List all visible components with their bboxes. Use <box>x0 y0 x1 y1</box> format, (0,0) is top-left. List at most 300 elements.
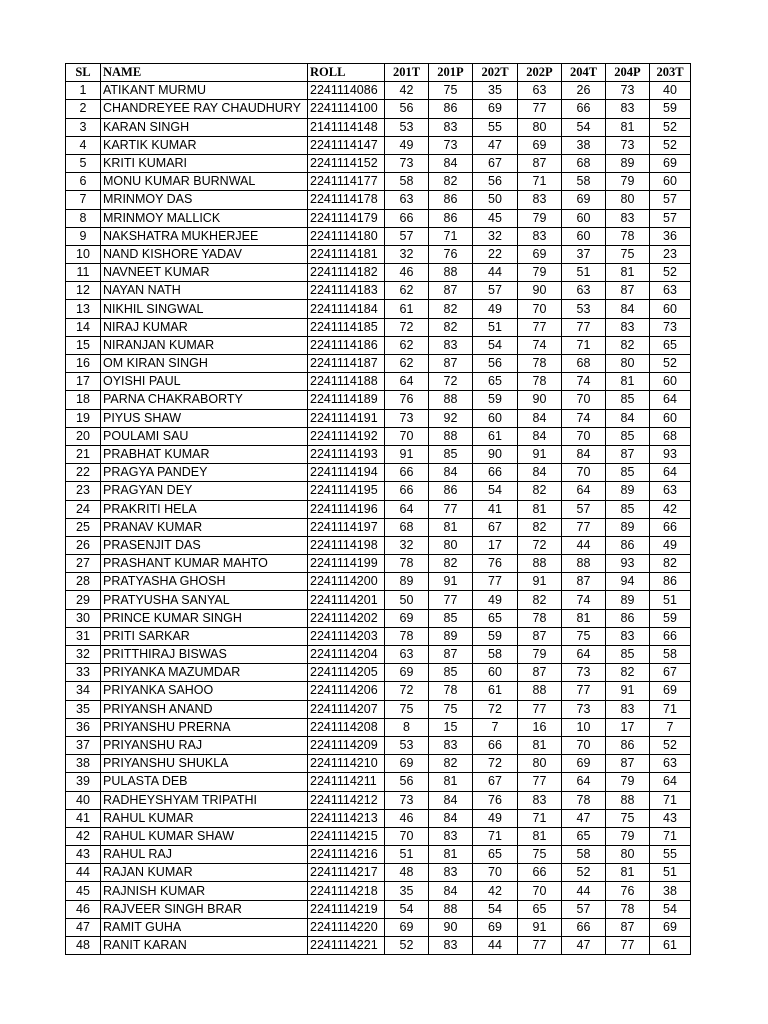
201p-cell: 87 <box>429 282 473 300</box>
name-cell: PRIYANSHU PRERNA <box>101 718 308 736</box>
roll-cell: 2241114184 <box>308 300 385 318</box>
202t-cell: 17 <box>473 536 518 554</box>
201t-cell: 78 <box>385 627 429 645</box>
name-cell: KARTIK KUMAR <box>101 136 308 154</box>
sl-cell: 14 <box>66 318 101 336</box>
204p-cell: 87 <box>606 755 650 773</box>
sl-cell: 45 <box>66 882 101 900</box>
204t-cell: 70 <box>562 736 606 754</box>
202t-cell: 60 <box>473 664 518 682</box>
201t-cell: 78 <box>385 555 429 573</box>
name-cell: PRAKRITI HELA <box>101 500 308 518</box>
204p-cell: 85 <box>606 427 650 445</box>
table-row <box>66 536 691 554</box>
204p-cell: 83 <box>606 100 650 118</box>
203t-cell: 36 <box>650 227 691 245</box>
name-cell: PRASENJIT DAS <box>101 536 308 554</box>
roll-cell: 2241114192 <box>308 427 385 445</box>
203t-cell: 71 <box>650 827 691 845</box>
204p-cell: 86 <box>606 609 650 627</box>
name-cell: PRAGYAN DEY <box>101 482 308 500</box>
202p-cell: 82 <box>518 591 562 609</box>
204t-cell: 69 <box>562 191 606 209</box>
sl-cell: 34 <box>66 682 101 700</box>
204p-cell: 89 <box>606 154 650 172</box>
name-cell: RAJVEER SINGH BRAR <box>101 900 308 918</box>
201p-cell: 87 <box>429 355 473 373</box>
201t-cell: 48 <box>385 864 429 882</box>
201t-cell: 50 <box>385 591 429 609</box>
204p-cell: 94 <box>606 573 650 591</box>
201t-cell: 56 <box>385 100 429 118</box>
204t-cell: 70 <box>562 464 606 482</box>
204p-cell: 83 <box>606 209 650 227</box>
204p-cell: 77 <box>606 937 650 955</box>
202t-cell: 51 <box>473 318 518 336</box>
201t-cell: 58 <box>385 173 429 191</box>
column-header-201t: 201T <box>385 64 429 82</box>
202t-cell: 60 <box>473 409 518 427</box>
204t-cell: 77 <box>562 318 606 336</box>
201t-cell: 62 <box>385 355 429 373</box>
table-row <box>66 773 691 791</box>
table-row <box>66 336 691 354</box>
table-row <box>66 355 691 373</box>
204t-cell: 68 <box>562 154 606 172</box>
204t-cell: 37 <box>562 245 606 263</box>
202p-cell: 82 <box>518 482 562 500</box>
203t-cell: 49 <box>650 536 691 554</box>
201p-cell: 82 <box>429 555 473 573</box>
202t-cell: 72 <box>473 755 518 773</box>
204t-cell: 71 <box>562 336 606 354</box>
table-row <box>66 864 691 882</box>
roll-cell: 2241114216 <box>308 846 385 864</box>
204p-cell: 87 <box>606 918 650 936</box>
203t-cell: 69 <box>650 918 691 936</box>
201p-cell: 88 <box>429 391 473 409</box>
202p-cell: 81 <box>518 736 562 754</box>
203t-cell: 69 <box>650 154 691 172</box>
roll-cell: 2241114196 <box>308 500 385 518</box>
column-header-sl: SL <box>66 64 101 82</box>
roll-cell: 2241114218 <box>308 882 385 900</box>
table-row <box>66 682 691 700</box>
203t-cell: 69 <box>650 682 691 700</box>
table-row <box>66 482 691 500</box>
204p-cell: 87 <box>606 282 650 300</box>
roll-cell: 2241114188 <box>308 373 385 391</box>
name-cell: PRIYANSH ANAND <box>101 700 308 718</box>
201t-cell: 49 <box>385 136 429 154</box>
203t-cell: 52 <box>650 264 691 282</box>
name-cell: NIRAJ KUMAR <box>101 318 308 336</box>
sl-cell: 3 <box>66 118 101 136</box>
204p-cell: 85 <box>606 391 650 409</box>
table-row <box>66 445 691 463</box>
column-header-204t: 204T <box>562 64 606 82</box>
201p-cell: 84 <box>429 464 473 482</box>
roll-cell: 2241114211 <box>308 773 385 791</box>
204p-cell: 78 <box>606 227 650 245</box>
201p-cell: 85 <box>429 609 473 627</box>
table-row <box>66 882 691 900</box>
201t-cell: 52 <box>385 937 429 955</box>
table-row <box>66 191 691 209</box>
201t-cell: 70 <box>385 827 429 845</box>
202p-cell: 80 <box>518 755 562 773</box>
202p-cell: 72 <box>518 536 562 554</box>
204t-cell: 26 <box>562 82 606 100</box>
203t-cell: 67 <box>650 664 691 682</box>
202p-cell: 69 <box>518 245 562 263</box>
201p-cell: 81 <box>429 846 473 864</box>
204t-cell: 73 <box>562 664 606 682</box>
204t-cell: 53 <box>562 300 606 318</box>
204p-cell: 87 <box>606 445 650 463</box>
204p-cell: 81 <box>606 118 650 136</box>
201t-cell: 63 <box>385 646 429 664</box>
204t-cell: 88 <box>562 555 606 573</box>
roll-cell: 2241114207 <box>308 700 385 718</box>
204p-cell: 78 <box>606 900 650 918</box>
201t-cell: 69 <box>385 918 429 936</box>
203t-cell: 60 <box>650 409 691 427</box>
203t-cell: 71 <box>650 700 691 718</box>
roll-cell: 2241114204 <box>308 646 385 664</box>
204t-cell: 63 <box>562 282 606 300</box>
name-cell: MRINMOY MALLICK <box>101 209 308 227</box>
201p-cell: 77 <box>429 591 473 609</box>
table-body <box>66 82 691 955</box>
sl-cell: 39 <box>66 773 101 791</box>
name-cell: RAJAN KUMAR <box>101 864 308 882</box>
201t-cell: 63 <box>385 191 429 209</box>
203t-cell: 38 <box>650 882 691 900</box>
sl-cell: 20 <box>66 427 101 445</box>
sl-cell: 7 <box>66 191 101 209</box>
203t-cell: 54 <box>650 900 691 918</box>
201p-cell: 73 <box>429 136 473 154</box>
201p-cell: 81 <box>429 773 473 791</box>
name-cell: PRINCE KUMAR SINGH <box>101 609 308 627</box>
201t-cell: 68 <box>385 518 429 536</box>
202t-cell: 76 <box>473 555 518 573</box>
table-row <box>66 791 691 809</box>
204t-cell: 65 <box>562 827 606 845</box>
204t-cell: 77 <box>562 518 606 536</box>
201p-cell: 85 <box>429 664 473 682</box>
table-row <box>66 136 691 154</box>
table-row <box>66 373 691 391</box>
201t-cell: 76 <box>385 391 429 409</box>
201p-cell: 88 <box>429 264 473 282</box>
roll-cell: 2241114193 <box>308 445 385 463</box>
name-cell: NAYAN NATH <box>101 282 308 300</box>
202t-cell: 71 <box>473 827 518 845</box>
202t-cell: 69 <box>473 100 518 118</box>
name-cell: PRABHAT KUMAR <box>101 445 308 463</box>
202t-cell: 58 <box>473 646 518 664</box>
sl-cell: 1 <box>66 82 101 100</box>
204t-cell: 51 <box>562 264 606 282</box>
202t-cell: 59 <box>473 627 518 645</box>
201p-cell: 84 <box>429 882 473 900</box>
204t-cell: 73 <box>562 700 606 718</box>
202t-cell: 61 <box>473 427 518 445</box>
sl-cell: 9 <box>66 227 101 245</box>
roll-cell: 2241114208 <box>308 718 385 736</box>
202t-cell: 55 <box>473 118 518 136</box>
roll-cell: 2241114213 <box>308 809 385 827</box>
203t-cell: 63 <box>650 482 691 500</box>
203t-cell: 66 <box>650 518 691 536</box>
204p-cell: 80 <box>606 355 650 373</box>
202p-cell: 70 <box>518 300 562 318</box>
203t-cell: 7 <box>650 718 691 736</box>
202p-cell: 16 <box>518 718 562 736</box>
204t-cell: 38 <box>562 136 606 154</box>
table-row <box>66 573 691 591</box>
name-cell: PARNA CHAKRABORTY <box>101 391 308 409</box>
name-cell: RAMIT GUHA <box>101 918 308 936</box>
204t-cell: 78 <box>562 791 606 809</box>
201p-cell: 86 <box>429 209 473 227</box>
roll-cell: 2241114178 <box>308 191 385 209</box>
sl-cell: 23 <box>66 482 101 500</box>
name-cell: PIYUS SHAW <box>101 409 308 427</box>
sl-cell: 37 <box>66 736 101 754</box>
201p-cell: 83 <box>429 736 473 754</box>
201p-cell: 84 <box>429 809 473 827</box>
table-row <box>66 409 691 427</box>
202p-cell: 83 <box>518 791 562 809</box>
table-row <box>66 900 691 918</box>
201t-cell: 57 <box>385 227 429 245</box>
202t-cell: 49 <box>473 809 518 827</box>
203t-cell: 43 <box>650 809 691 827</box>
sl-cell: 12 <box>66 282 101 300</box>
204p-cell: 91 <box>606 682 650 700</box>
201t-cell: 69 <box>385 609 429 627</box>
204t-cell: 87 <box>562 573 606 591</box>
201p-cell: 81 <box>429 518 473 536</box>
203t-cell: 52 <box>650 736 691 754</box>
204p-cell: 75 <box>606 245 650 263</box>
202t-cell: 70 <box>473 864 518 882</box>
202p-cell: 63 <box>518 82 562 100</box>
203t-cell: 57 <box>650 209 691 227</box>
201t-cell: 54 <box>385 900 429 918</box>
204t-cell: 66 <box>562 918 606 936</box>
201t-cell: 75 <box>385 700 429 718</box>
sl-cell: 46 <box>66 900 101 918</box>
204t-cell: 74 <box>562 591 606 609</box>
roll-cell: 2241114201 <box>308 591 385 609</box>
204t-cell: 75 <box>562 627 606 645</box>
202t-cell: 67 <box>473 773 518 791</box>
name-cell: RANIT KARAN <box>101 937 308 955</box>
sl-cell: 6 <box>66 173 101 191</box>
name-cell: RADHEYSHYAM TRIPATHI <box>101 791 308 809</box>
name-cell: ATIKANT MURMU <box>101 82 308 100</box>
201p-cell: 15 <box>429 718 473 736</box>
204p-cell: 81 <box>606 373 650 391</box>
202t-cell: 44 <box>473 937 518 955</box>
202t-cell: 65 <box>473 609 518 627</box>
name-cell: RAHUL KUMAR SHAW <box>101 827 308 845</box>
202p-cell: 77 <box>518 100 562 118</box>
table-row <box>66 227 691 245</box>
table-row <box>66 300 691 318</box>
sl-cell: 41 <box>66 809 101 827</box>
201p-cell: 72 <box>429 373 473 391</box>
202p-cell: 87 <box>518 154 562 172</box>
table-row <box>66 627 691 645</box>
203t-cell: 82 <box>650 555 691 573</box>
203t-cell: 64 <box>650 464 691 482</box>
name-cell: PRIYANKA SAHOO <box>101 682 308 700</box>
column-header-204p: 204P <box>606 64 650 82</box>
sl-cell: 33 <box>66 664 101 682</box>
sl-cell: 31 <box>66 627 101 645</box>
202p-cell: 81 <box>518 500 562 518</box>
201p-cell: 84 <box>429 791 473 809</box>
202t-cell: 90 <box>473 445 518 463</box>
204t-cell: 68 <box>562 355 606 373</box>
204t-cell: 57 <box>562 900 606 918</box>
202p-cell: 78 <box>518 609 562 627</box>
name-cell: RAHUL RAJ <box>101 846 308 864</box>
203t-cell: 65 <box>650 336 691 354</box>
202t-cell: 44 <box>473 264 518 282</box>
name-cell: PRATYUSHA SANYAL <box>101 591 308 609</box>
roll-cell: 2241114209 <box>308 736 385 754</box>
202p-cell: 77 <box>518 700 562 718</box>
202t-cell: 66 <box>473 464 518 482</box>
202p-cell: 83 <box>518 191 562 209</box>
204t-cell: 58 <box>562 173 606 191</box>
204p-cell: 86 <box>606 536 650 554</box>
roll-cell: 2241114183 <box>308 282 385 300</box>
202p-cell: 82 <box>518 518 562 536</box>
201t-cell: 73 <box>385 791 429 809</box>
name-cell: RAJNISH KUMAR <box>101 882 308 900</box>
204p-cell: 84 <box>606 300 650 318</box>
204t-cell: 54 <box>562 118 606 136</box>
table-row <box>66 318 691 336</box>
name-cell: PRIYANSHU SHUKLA <box>101 755 308 773</box>
204p-cell: 84 <box>606 409 650 427</box>
201t-cell: 8 <box>385 718 429 736</box>
201p-cell: 76 <box>429 245 473 263</box>
203t-cell: 66 <box>650 627 691 645</box>
204t-cell: 58 <box>562 846 606 864</box>
201t-cell: 53 <box>385 118 429 136</box>
204t-cell: 44 <box>562 882 606 900</box>
sl-cell: 48 <box>66 937 101 955</box>
204p-cell: 83 <box>606 700 650 718</box>
201p-cell: 82 <box>429 755 473 773</box>
name-cell: RAHUL KUMAR <box>101 809 308 827</box>
202p-cell: 65 <box>518 900 562 918</box>
202t-cell: 56 <box>473 355 518 373</box>
name-cell: OYISHI PAUL <box>101 373 308 391</box>
sl-cell: 30 <box>66 609 101 627</box>
202p-cell: 84 <box>518 409 562 427</box>
203t-cell: 64 <box>650 773 691 791</box>
table-row <box>66 518 691 536</box>
201t-cell: 32 <box>385 245 429 263</box>
201p-cell: 83 <box>429 827 473 845</box>
201p-cell: 92 <box>429 409 473 427</box>
name-cell: OM KIRAN SINGH <box>101 355 308 373</box>
name-cell: KRITI KUMARI <box>101 154 308 172</box>
sl-cell: 17 <box>66 373 101 391</box>
201p-cell: 75 <box>429 700 473 718</box>
202p-cell: 71 <box>518 809 562 827</box>
roll-cell: 2241114100 <box>308 100 385 118</box>
name-cell: NAKSHATRA MUKHERJEE <box>101 227 308 245</box>
table-row <box>66 500 691 518</box>
name-cell: MRINMOY DAS <box>101 191 308 209</box>
204p-cell: 89 <box>606 482 650 500</box>
201p-cell: 86 <box>429 100 473 118</box>
sl-cell: 15 <box>66 336 101 354</box>
sl-cell: 22 <box>66 464 101 482</box>
201p-cell: 83 <box>429 118 473 136</box>
sl-cell: 29 <box>66 591 101 609</box>
201t-cell: 32 <box>385 536 429 554</box>
201p-cell: 71 <box>429 227 473 245</box>
sl-cell: 38 <box>66 755 101 773</box>
201t-cell: 46 <box>385 809 429 827</box>
column-header-roll: ROLL <box>308 64 385 82</box>
204t-cell: 77 <box>562 682 606 700</box>
table-row <box>66 809 691 827</box>
sl-cell: 4 <box>66 136 101 154</box>
202t-cell: 50 <box>473 191 518 209</box>
203t-cell: 51 <box>650 864 691 882</box>
202p-cell: 83 <box>518 227 562 245</box>
roll-cell: 2241114205 <box>308 664 385 682</box>
201t-cell: 42 <box>385 82 429 100</box>
201t-cell: 69 <box>385 755 429 773</box>
201t-cell: 56 <box>385 773 429 791</box>
202t-cell: 56 <box>473 173 518 191</box>
roll-cell: 2241114195 <box>308 482 385 500</box>
table-row <box>66 755 691 773</box>
marks-table <box>65 63 691 955</box>
203t-cell: 61 <box>650 937 691 955</box>
202p-cell: 77 <box>518 318 562 336</box>
sl-cell: 36 <box>66 718 101 736</box>
sl-cell: 44 <box>66 864 101 882</box>
202p-cell: 69 <box>518 136 562 154</box>
column-header-202t: 202T <box>473 64 518 82</box>
202t-cell: 67 <box>473 154 518 172</box>
roll-cell: 2241114221 <box>308 937 385 955</box>
204t-cell: 52 <box>562 864 606 882</box>
name-cell: KARAN SINGH <box>101 118 308 136</box>
204t-cell: 81 <box>562 609 606 627</box>
202t-cell: 41 <box>473 500 518 518</box>
204t-cell: 57 <box>562 500 606 518</box>
201p-cell: 90 <box>429 918 473 936</box>
204p-cell: 81 <box>606 264 650 282</box>
table-row <box>66 646 691 664</box>
201t-cell: 91 <box>385 445 429 463</box>
